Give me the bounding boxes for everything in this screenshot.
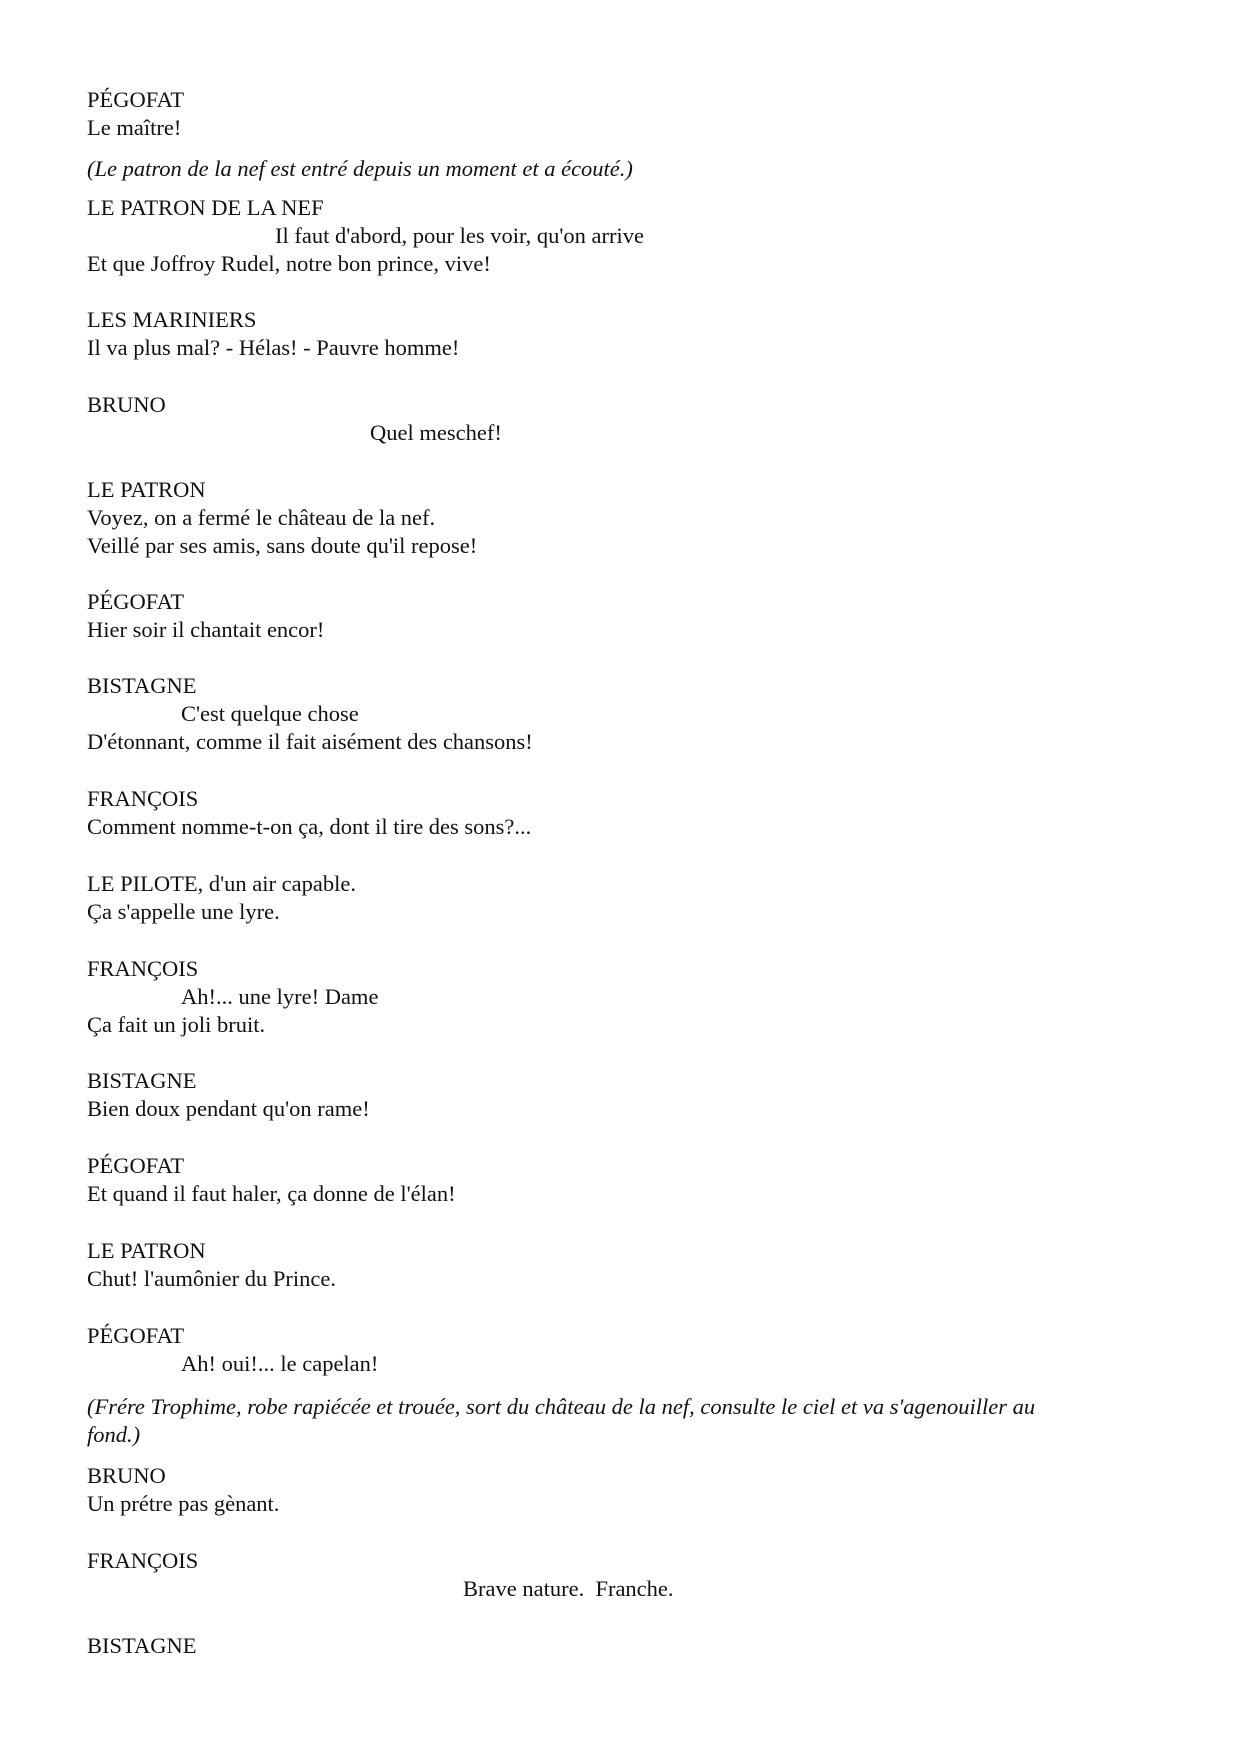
speaker-name: LES MARINIERS [87, 307, 257, 332]
verse-line: C'est quelque chose [181, 701, 359, 726]
verse-line: Un prétre pas gènant. [87, 1491, 280, 1516]
verse-line: Voyez, on a fermé le château de la nef. [87, 505, 436, 530]
speaker-name: FRANÇOIS [87, 786, 199, 811]
verse-line: Chut! l'aumônier du Prince. [87, 1266, 337, 1291]
verse-line: Il va plus mal? - Hélas! - Pauvre homme! [87, 335, 460, 360]
verse-line: Hier soir il chantait encor! [87, 617, 325, 642]
stage-direction: (Frére Trophime, robe rapiécée et trouée, sort du château de la nef, consulte le ciel et va s'agenouiller au [87, 1394, 1036, 1419]
speaker-name: BISTAGNE [87, 1068, 197, 1093]
speaker-name: PÉGOFAT [87, 589, 185, 614]
verse-line: Ça fait un joli bruit. [87, 1012, 266, 1037]
verse-line: Et quand il faut haler, ça donne de l'élan! [87, 1181, 456, 1206]
verse-line: Comment nomme-t-on ça, dont il tire des sons?... [87, 814, 532, 839]
verse-line: D'étonnant, comme il fait aisément des chansons! [87, 729, 533, 754]
verse-line: Ah!... une lyre! Dame [181, 984, 379, 1009]
stage-direction: fond.) [87, 1422, 141, 1447]
speaker-name: BISTAGNE [87, 1633, 197, 1658]
verse-line: Le maître! [87, 115, 182, 140]
verse-line: Bien doux pendant qu'on rame! [87, 1096, 370, 1121]
verse-line: Quel meschef! [370, 420, 502, 445]
speaker-name: BISTAGNE [87, 673, 197, 698]
speaker-name: LE PATRON [87, 477, 206, 502]
verse-line: Il faut d'abord, pour les voir, qu'on arrive [275, 223, 644, 248]
speaker-name: FRANÇOIS [87, 1548, 199, 1573]
verse-line: Ah! oui!... le capelan! [181, 1351, 379, 1376]
speaker-name: LE PATRON [87, 1238, 206, 1263]
speaker-name: BRUNO [87, 392, 166, 417]
verse-line: Et que Joffroy Rudel, notre bon prince, vive! [87, 251, 491, 276]
speaker-name: FRANÇOIS [87, 956, 199, 981]
verse-line: Veillé par ses amis, sans doute qu'il repose! [87, 533, 478, 558]
stage-direction: (Le patron de la nef est entré depuis un moment et a écouté.) [87, 156, 633, 181]
speaker-name: PÉGOFAT [87, 1323, 185, 1348]
speaker-name: PÉGOFAT [87, 1153, 185, 1178]
speaker-name: LE PILOTE, d'un air capable. [87, 871, 356, 896]
verse-line: Brave nature. Franche. [463, 1576, 674, 1601]
speaker-name: BRUNO [87, 1463, 166, 1488]
speaker-name: LE PATRON DE LA NEF [87, 195, 324, 220]
speaker-name: PÉGOFAT [87, 87, 185, 112]
verse-line: Ça s'appelle une lyre. [87, 899, 280, 924]
